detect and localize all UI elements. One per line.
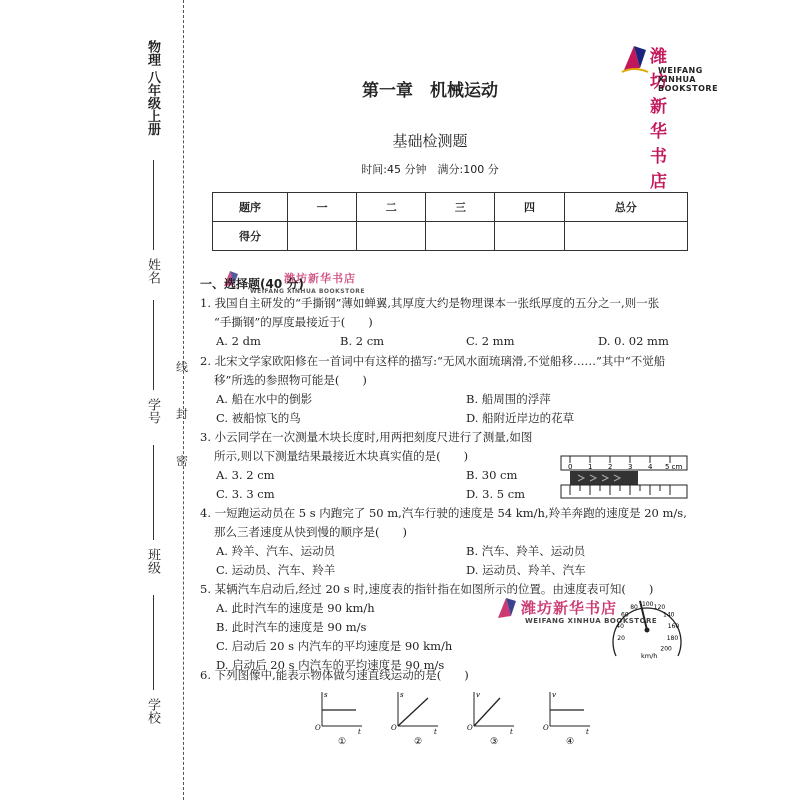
question-4-stem: 4. 一短跑运动员在 5 s 内跑完了 50 m,汽车行驶的速度是 54 km/h,羚羊奔跑的速度是 20 m/s, [200, 506, 687, 520]
gauge-tick-label: 40 [616, 622, 624, 630]
q2-option-b: B. 船周围的浮萍 [466, 392, 551, 406]
q3-option-c: C. 3. 3 cm [216, 487, 275, 501]
graph-xlabel: t [510, 728, 513, 736]
question-5-stem: 5. 某辆汽车启动后,经过 20 s 时,速度表的指针指在如图所示的位置。由速度表可知( ) [200, 582, 654, 596]
school-label: 学校 [145, 698, 160, 724]
motion-graphs [300, 688, 600, 748]
score-header-cell: 二 [357, 193, 426, 222]
q3-option-b: B. 30 cm [466, 468, 518, 482]
score-cell[interactable] [564, 222, 688, 251]
graph-xlabel: t [586, 728, 589, 736]
gauge-tick-label: 200 [660, 645, 672, 653]
gauge-hub [645, 628, 650, 633]
question-1-stem: 1. 我国自主研发的“手撕钢”薄如蝉翼,其厚度大约是物理课本一张纸厚度的五分之一,则一张 [200, 296, 660, 310]
graph-origin: O [391, 724, 397, 732]
ruler-label: 2 [608, 463, 613, 471]
class-label: 班级 [145, 548, 160, 574]
score-header-cell: 总分 [564, 193, 688, 222]
question-2-stem-cont: 移”所选的参照物可能是( ) [214, 373, 367, 387]
q4-option-b: B. 汽车、羚羊、运动员 [466, 544, 586, 558]
graph-origin: O [467, 724, 473, 732]
graph-1 [315, 691, 362, 747]
score-cell[interactable] [426, 222, 495, 251]
seal-char-feng: 封 [176, 407, 189, 421]
q4-option-c: C. 运动员、汽车、羚羊 [216, 563, 336, 577]
seal-char-mi: 密 [176, 454, 189, 468]
gauge-tick-label: 120 [653, 603, 666, 611]
chapter-title: 第一章 机械运动 [362, 81, 498, 101]
q2-option-a: A. 船在水中的倒影 [216, 392, 313, 406]
logo-text-cn: 潍坊新华书店 [650, 47, 668, 192]
graph-xlabel: t [358, 728, 361, 736]
score-header-cell: 四 [495, 193, 564, 222]
logo-text-en: WEIFANG XINHUA BOOKSTORE [658, 66, 719, 93]
logo-text-cn: 潍坊新华书店 [284, 272, 356, 285]
gauge-tick-label: 20 [617, 635, 625, 642]
school-blank [153, 595, 154, 690]
ruler-figure [560, 455, 690, 500]
ruler-label: 4 [648, 463, 653, 471]
question-3-stem-cont: 所示,则以下测量结果最接近木块真实值的是( ) [214, 449, 469, 463]
binding-dashed-line [183, 0, 184, 800]
q5-option-a: A. 此时汽车的速度是 90 km/h [216, 601, 375, 615]
question-2-stem: 2. 北宋文学家欧阳修在一首词中有这样的描写:“无风水面琉璃滑,不觉船移……”其中“不觉船 [200, 354, 666, 368]
question-3-stem: 3. 小云同学在一次测量木块长度时,用两把刻度尺进行了测量,如图 [200, 430, 533, 444]
graph-origin: O [543, 724, 549, 732]
graph-ylabel: v [476, 691, 480, 699]
ruler-label: 1 [588, 463, 593, 471]
question-4-stem-cont: 那么三者速度从快到慢的顺序是( ) [214, 525, 407, 539]
score-table-score-row [213, 222, 688, 251]
class-blank [153, 445, 154, 540]
time-info: 时间:45 分钟 满分:100 分 [361, 163, 499, 176]
gauge-tick-label: 100 [642, 601, 654, 608]
score-cell[interactable] [288, 222, 357, 251]
graph-4 [543, 691, 590, 747]
score-row-label: 得分 [213, 222, 288, 251]
q1-option-c: C. 2 mm [466, 334, 515, 348]
xuehao-blank [153, 300, 154, 390]
q2-option-c: C. 被船惊飞的鸟 [216, 411, 301, 425]
q4-option-a: A. 羚羊、汽车、运动员 [216, 544, 336, 558]
ruler-label: 3 [628, 463, 633, 471]
q3-option-a: A. 3. 2 cm [216, 468, 275, 482]
book-icon [620, 40, 650, 76]
score-cell[interactable] [495, 222, 564, 251]
book-icon [495, 593, 519, 623]
gauge-unit: km/h [641, 652, 658, 660]
name-label: 姓名 [145, 258, 160, 284]
wood-block [570, 471, 638, 485]
q3-option-d: D. 3. 5 cm [466, 487, 526, 501]
section-heading: 一、选择题(40 分) [200, 277, 304, 291]
score-header-cell: 题序 [213, 193, 288, 222]
graph-2 [391, 691, 438, 747]
question-6-stem: 6. 下列图像中,能表示物体做匀速直线运动的是( ) [200, 668, 469, 682]
q5-option-d: D. 启动后 20 s 内汽车的平均速度是 90 m/s [216, 658, 445, 672]
ruler-label: 0 [568, 463, 573, 471]
gauge-tick-label: 140 [663, 611, 675, 619]
name-blank [153, 160, 154, 250]
q2-option-d: D. 船附近岸边的花草 [466, 411, 575, 425]
gauge-tick-label: 80 [630, 603, 638, 611]
q1-option-b: B. 2 cm [340, 334, 385, 348]
graph-ylabel: v [552, 691, 556, 699]
graph-number: ③ [490, 737, 499, 747]
graph-origin: O [315, 724, 321, 732]
subject-label: 物理 八年级上册 [145, 40, 160, 136]
score-header-cell: 一 [288, 193, 357, 222]
q5-option-b: B. 此时汽车的速度是 90 m/s [216, 620, 367, 634]
q4-option-d: D. 运动员、羚羊、汽车 [466, 563, 586, 577]
graph-number: ④ [566, 737, 575, 747]
question-1-stem-cont: “手撕钢”的厚度最接近于( ) [214, 315, 373, 329]
graph-xlabel: t [434, 728, 437, 736]
score-header-cell: 三 [426, 193, 495, 222]
logo-text-en: WEIFANG XINHUA BOOKSTORE [250, 288, 366, 295]
graph-number: ② [414, 737, 423, 747]
score-table [212, 192, 688, 251]
graph-number: ① [338, 737, 347, 747]
gauge-labels [616, 601, 679, 652]
logo-text-cn: 潍坊新华书店 [521, 599, 618, 617]
seal-char-xian: 线 [176, 360, 189, 374]
speedometer [606, 590, 688, 662]
xuehao-label: 学号 [145, 398, 160, 424]
score-table-header-row [213, 193, 688, 222]
test-subtitle: 基础检测题 [392, 132, 468, 150]
gauge-tick-label: 180 [666, 635, 679, 642]
q5-option-c: C. 启动后 20 s 内汽车的平均速度是 90 km/h [216, 639, 453, 653]
gauge-tick-label: 60 [621, 611, 629, 619]
logo-text-en: WEIFANG XINHUA BOOKSTORE [525, 617, 658, 625]
gauge-tick-label: 160 [667, 622, 680, 630]
q1-option-a: A. 2 dm [216, 334, 261, 348]
score-cell[interactable] [357, 222, 426, 251]
ruler-label: 5 cm [665, 463, 683, 471]
graph-3 [467, 691, 514, 747]
q1-option-d: D. 0. 02 mm [598, 334, 669, 348]
graph-ylabel: s [324, 691, 328, 699]
graph-ylabel: s [400, 691, 404, 699]
